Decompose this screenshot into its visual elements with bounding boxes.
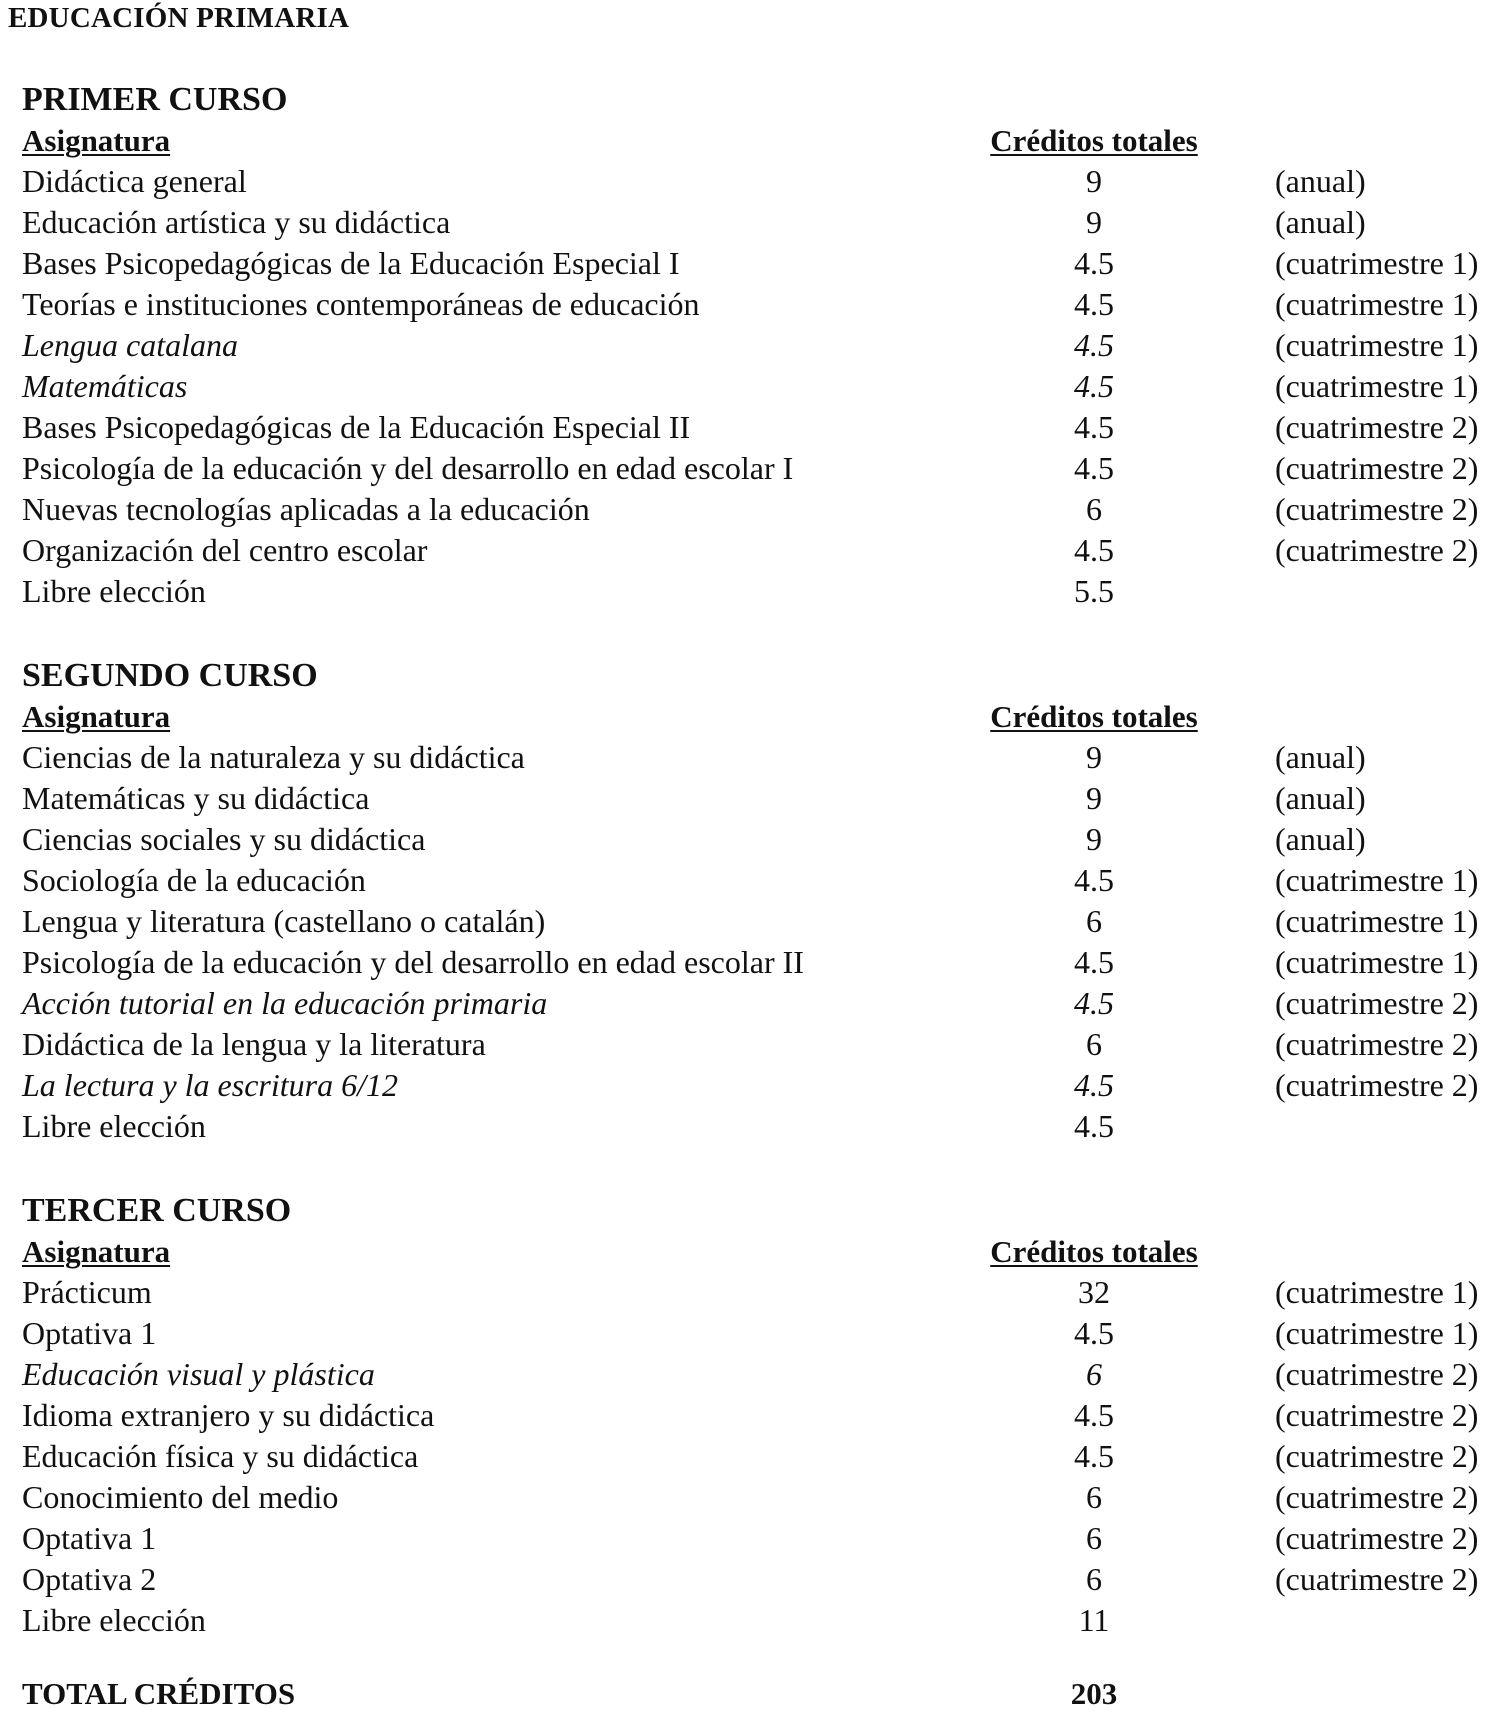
- term-label: (cuatrimestre 2): [1275, 491, 1479, 527]
- subject-name: Matemáticas y su didáctica: [22, 780, 370, 816]
- subject-name: Lengua catalana: [22, 327, 238, 363]
- subject-row: [22, 1477, 1500, 1518]
- term-label: (anual): [1275, 821, 1366, 857]
- term-label: (cuatrimestre 2): [1275, 409, 1479, 445]
- credits-value: 6: [1086, 1479, 1102, 1515]
- subject-name: Optativa 2: [22, 1561, 157, 1597]
- term-label: (anual): [1275, 780, 1366, 816]
- subject-row: [22, 901, 1500, 942]
- credits-value: 32: [1078, 1274, 1110, 1310]
- credits-value: 9: [1086, 821, 1102, 857]
- credits-value: 5.5: [1074, 573, 1114, 609]
- credits-value: 4.5: [1074, 409, 1114, 445]
- total-credits-row: [22, 1670, 1500, 1717]
- credits-value: 6: [1086, 1356, 1102, 1392]
- subject-row: [22, 1024, 1500, 1065]
- credits-value: 4.5: [1074, 985, 1114, 1021]
- subject-name: La lectura y la escritura 6/12: [22, 1067, 398, 1103]
- credits-value: 4.5: [1074, 1438, 1114, 1474]
- subject-row: [22, 1313, 1500, 1354]
- column-header-row: [22, 1231, 1500, 1272]
- subject-name: Bases Psicopedagógicas de la Educación Especial II: [22, 409, 691, 445]
- subject-row: [22, 983, 1500, 1024]
- subject-row: [22, 407, 1500, 448]
- subject-row: [22, 489, 1500, 530]
- term-label: (cuatrimestre 1): [1275, 944, 1479, 980]
- term-label: (cuatrimestre 2): [1275, 1397, 1479, 1433]
- subject-row: [22, 860, 1500, 901]
- subject-row: [22, 1436, 1500, 1477]
- term-label: (cuatrimestre 2): [1275, 1479, 1479, 1515]
- credits-value: 9: [1086, 204, 1102, 240]
- subject-row: [22, 778, 1500, 819]
- course-segundo: [22, 655, 1500, 1147]
- term-label: (cuatrimestre 2): [1275, 1026, 1479, 1062]
- total-credits-label: TOTAL CRÉDITOS: [22, 1676, 296, 1711]
- total-credits-value: 203: [1070, 1676, 1118, 1711]
- course-title: PRIMER CURSO: [22, 81, 288, 118]
- course-rows: [22, 737, 1500, 1147]
- subject-row: [22, 366, 1500, 407]
- credits-value: 6: [1086, 903, 1102, 939]
- credits-column-header: Créditos totales: [990, 123, 1198, 158]
- credits-value: 4.5: [1074, 862, 1114, 898]
- subject-name: Sociología de la educación: [22, 862, 366, 898]
- term-label: (cuatrimestre 2): [1275, 450, 1479, 486]
- subject-row: [22, 284, 1500, 325]
- subject-row: [22, 325, 1500, 366]
- term-label: (cuatrimestre 2): [1275, 1356, 1479, 1392]
- subject-row: [22, 571, 1500, 612]
- subject-name: Ciencias de la naturaleza y su didáctica: [22, 739, 525, 775]
- subject-row: [22, 942, 1500, 983]
- subject-name: Acción tutorial en la educación primaria: [22, 985, 548, 1021]
- subject-name: Optativa 1: [22, 1315, 157, 1351]
- subject-row: [22, 243, 1500, 284]
- subject-name: Bases Psicopedagógicas de la Educación Especial I: [22, 245, 680, 281]
- subject-name: Ciencias sociales y su didáctica: [22, 821, 426, 857]
- credits-value: 4.5: [1074, 245, 1114, 281]
- course-primer: [22, 79, 1500, 612]
- subject-row: [22, 1518, 1500, 1559]
- subject-name: Optativa 1: [22, 1520, 157, 1556]
- term-label: (cuatrimestre 1): [1275, 327, 1479, 363]
- term-label: (anual): [1275, 204, 1366, 240]
- subject-name: Didáctica de la lengua y la literatura: [22, 1026, 486, 1062]
- credits-column-header: Créditos totales: [990, 699, 1198, 734]
- credits-value: 4.5: [1074, 944, 1114, 980]
- credits-value: 4.5: [1074, 532, 1114, 568]
- credits-value: 9: [1086, 163, 1102, 199]
- subject-column-header: Asignatura: [22, 123, 171, 158]
- subject-column-header: Asignatura: [22, 1234, 171, 1269]
- term-label: (cuatrimestre 2): [1275, 1438, 1479, 1474]
- subject-row: [22, 1106, 1500, 1147]
- term-label: (cuatrimestre 1): [1275, 1315, 1479, 1351]
- subject-row: [22, 448, 1500, 489]
- term-label: (cuatrimestre 2): [1275, 1067, 1479, 1103]
- subject-column-header: Asignatura: [22, 699, 171, 734]
- subject-row: [22, 202, 1500, 243]
- page-title: EDUCACIÓN PRIMARIA: [8, 2, 350, 34]
- credits-value: 4.5: [1074, 1315, 1114, 1351]
- subject-name: Psicología de la educación y del desarrollo en edad escolar I: [22, 450, 794, 486]
- subject-name: Teorías e instituciones contemporáneas de educación: [22, 286, 700, 322]
- subject-row: [22, 1354, 1500, 1395]
- subject-row: [22, 1559, 1500, 1600]
- subject-row: [22, 819, 1500, 860]
- term-label: (cuatrimestre 1): [1275, 862, 1479, 898]
- subject-name: Matemáticas: [22, 368, 188, 404]
- term-label: (cuatrimestre 2): [1275, 985, 1479, 1021]
- course-rows: [22, 161, 1500, 612]
- credits-value: 11: [1078, 1602, 1110, 1638]
- credits-value: 4.5: [1074, 1397, 1114, 1433]
- credits-value: 4.5: [1074, 450, 1114, 486]
- credits-value: 4.5: [1074, 286, 1114, 322]
- subject-name: Libre elección: [22, 1602, 206, 1638]
- term-label: (cuatrimestre 1): [1275, 1274, 1479, 1310]
- subject-name: Prácticum: [22, 1274, 152, 1310]
- course-rows: [22, 1272, 1500, 1641]
- subject-name: Idioma extranjero y su didáctica: [22, 1397, 435, 1433]
- term-label: (cuatrimestre 1): [1275, 245, 1479, 281]
- credits-column-header: Créditos totales: [990, 1234, 1198, 1269]
- term-label: (cuatrimestre 2): [1275, 532, 1479, 568]
- term-label: (cuatrimestre 1): [1275, 903, 1479, 939]
- course-title: SEGUNDO CURSO: [22, 657, 318, 694]
- term-label: (cuatrimestre 1): [1275, 286, 1479, 322]
- subject-row: [22, 161, 1500, 202]
- subject-name: Conocimiento del medio: [22, 1479, 339, 1515]
- credits-value: 4.5: [1074, 1067, 1114, 1103]
- subject-name: Psicología de la educación y del desarrollo en edad escolar II: [22, 944, 804, 980]
- subject-name: Didáctica general: [22, 163, 247, 199]
- term-label: (cuatrimestre 2): [1275, 1520, 1479, 1556]
- subject-name: Educación visual y plástica: [22, 1356, 375, 1392]
- credits-value: 4.5: [1074, 327, 1114, 363]
- column-header-row: [22, 120, 1500, 161]
- credits-value: 6: [1086, 1520, 1102, 1556]
- course-tercer: [22, 1190, 1500, 1641]
- column-header-row: [22, 696, 1500, 737]
- credits-value: 4.5: [1074, 368, 1114, 404]
- credits-value: 9: [1086, 780, 1102, 816]
- subject-row: [22, 1065, 1500, 1106]
- credits-value: 6: [1086, 491, 1102, 527]
- credits-value: 9: [1086, 739, 1102, 775]
- subject-row: [22, 1395, 1500, 1436]
- subject-name: Nuevas tecnologías aplicadas a la educación: [22, 491, 590, 527]
- subject-name: Libre elección: [22, 1108, 206, 1144]
- subject-row: [22, 1600, 1500, 1641]
- subject-name: Organización del centro escolar: [22, 532, 428, 568]
- credits-value: 6: [1086, 1561, 1102, 1597]
- term-label: (anual): [1275, 163, 1366, 199]
- term-label: (anual): [1275, 739, 1366, 775]
- subject-row: [22, 1272, 1500, 1313]
- subject-row: [22, 530, 1500, 571]
- credits-value: 6: [1086, 1026, 1102, 1062]
- term-label: (cuatrimestre 2): [1275, 1561, 1479, 1597]
- credits-value: 4.5: [1074, 1108, 1114, 1144]
- subject-name: Libre elección: [22, 573, 206, 609]
- subject-name: Lengua y literatura (castellano o catalán): [22, 903, 546, 939]
- subject-row: [22, 737, 1500, 778]
- subject-name: Educación artística y su didáctica: [22, 204, 451, 240]
- subject-name: Educación física y su didáctica: [22, 1438, 419, 1474]
- term-label: (cuatrimestre 1): [1275, 368, 1479, 404]
- course-title: TERCER CURSO: [22, 1192, 292, 1229]
